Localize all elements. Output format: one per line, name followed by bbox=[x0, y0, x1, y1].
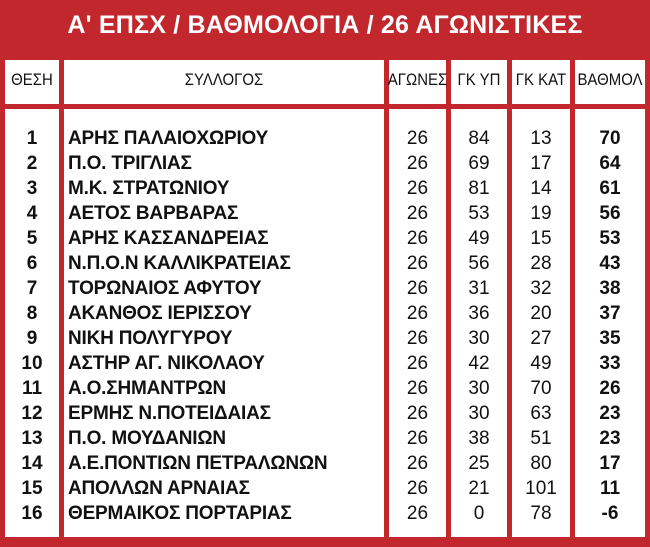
club-cell: Π.Ο. ΤΡΙΓΛΙΑΣ bbox=[68, 153, 192, 174]
header-club: ΣΥΛΛΟΓΟΣ bbox=[184, 70, 264, 89]
header-goals-for: ΓΚ ΥΠ bbox=[457, 70, 501, 89]
club-cell: Α.Ο.ΣΗΜΑΝΤΡΩΝ bbox=[68, 378, 227, 399]
points-cell: 26 bbox=[599, 378, 621, 399]
position-cell: 3 bbox=[26, 178, 38, 199]
header-goals-against: ΓΚ ΚΑΤ bbox=[515, 70, 567, 89]
goals-for-cell: 84 bbox=[468, 128, 490, 149]
club-cell: Π.Ο. ΜΟΥΔΑΝΙΩΝ bbox=[68, 428, 226, 449]
games-cell: 26 bbox=[406, 203, 429, 224]
points-cell: -6 bbox=[601, 503, 619, 524]
goals-against-cell: 28 bbox=[530, 253, 552, 274]
club-cell: ΑΡΗΣ ΚΑΣΣΑΝΔΡΕΙΑΣ bbox=[68, 228, 269, 249]
goals-for-cell: 36 bbox=[468, 303, 490, 324]
position-cell: 9 bbox=[26, 328, 38, 349]
goals-for-cell: 0 bbox=[473, 503, 485, 524]
club-cell: ΑΠΟΛΛΩΝ ΑΡΝΑΙΑΣ bbox=[68, 478, 250, 499]
goals-for-cell: 30 bbox=[468, 328, 490, 349]
games-cell: 26 bbox=[406, 453, 429, 474]
goals-for-cell: 30 bbox=[468, 403, 490, 424]
position-cell: 6 bbox=[26, 253, 38, 274]
position-cell: 8 bbox=[26, 303, 38, 324]
games-cell: 26 bbox=[406, 378, 429, 399]
goals-against-cell: 27 bbox=[530, 328, 552, 349]
position-cell: 5 bbox=[26, 228, 38, 249]
games-cell: 26 bbox=[406, 178, 429, 199]
club-cell: ΑΚΑΝΘΟΣ ΙΕΡΙΣΣΟΥ bbox=[68, 303, 252, 324]
club-cell: ΝΙΚΗ ΠΟΛΥΓΥΡΟΥ bbox=[68, 328, 233, 349]
points-cell: 43 bbox=[599, 253, 621, 274]
goals-for-cell: 30 bbox=[468, 378, 490, 399]
club-cell: Ν.Π.Ο.Ν ΚΑΛΛΙΚΡΑΤΕΙΑΣ bbox=[68, 253, 291, 274]
header-divider bbox=[0, 104, 650, 109]
club-cell: ΑΣΤΗΡ ΑΓ. ΝΙΚΟΛΑΟΥ bbox=[68, 353, 265, 374]
position-cell: 7 bbox=[26, 278, 38, 299]
goals-against-cell: 70 bbox=[530, 378, 552, 399]
games-cell: 26 bbox=[406, 503, 429, 524]
goals-for-cell: 42 bbox=[468, 353, 490, 374]
club-cell: ΘΕΡΜΑΙΚΟΣ ΠΟΡΤΑΡΙΑΣ bbox=[68, 503, 292, 524]
goals-against-cell: 51 bbox=[530, 428, 552, 449]
header-position: ΘΕΣΗ bbox=[11, 70, 53, 89]
goals-against-cell: 101 bbox=[525, 478, 557, 499]
points-cell: 64 bbox=[599, 153, 621, 174]
position-cell: 13 bbox=[21, 428, 43, 449]
games-cell: 26 bbox=[406, 228, 429, 249]
points-cell: 23 bbox=[599, 428, 621, 449]
goals-for-cell: 56 bbox=[468, 253, 490, 274]
points-cell: 56 bbox=[599, 203, 621, 224]
goals-for-cell: 53 bbox=[468, 203, 490, 224]
position-cell: 2 bbox=[26, 153, 38, 174]
goals-against-cell: 78 bbox=[530, 503, 552, 524]
table-title: Α' ΕΠΣΧ / ΒΑΘΜΟΛΟΓΙΑ / 26 ΑΓΩΝΙΣΤΙΚΕΣ bbox=[67, 10, 583, 39]
header-games: ΑΓΩΝΕΣ bbox=[387, 70, 448, 89]
club-cell: ΑΡΗΣ ΠΑΛΑΙΟΧΩΡΙΟΥ bbox=[68, 128, 269, 149]
points-cell: 33 bbox=[599, 353, 621, 374]
goals-for-cell: 81 bbox=[468, 178, 490, 199]
games-cell: 26 bbox=[406, 353, 429, 374]
goals-for-cell: 38 bbox=[468, 428, 490, 449]
points-cell: 17 bbox=[599, 453, 621, 474]
goals-against-cell: 63 bbox=[530, 403, 552, 424]
club-cell: ΕΡΜΗΣ Ν.ΠΟΤΕΙΔΑΙΑΣ bbox=[68, 403, 271, 424]
points-cell: 53 bbox=[599, 228, 621, 249]
position-cell: 1 bbox=[26, 128, 38, 149]
position-cell: 12 bbox=[21, 403, 43, 424]
goals-against-cell: 14 bbox=[530, 178, 552, 199]
goals-against-cell: 32 bbox=[530, 278, 552, 299]
games-cell: 26 bbox=[406, 153, 429, 174]
games-cell: 26 bbox=[406, 278, 429, 299]
goals-for-cell: 69 bbox=[468, 153, 490, 174]
goals-against-cell: 17 bbox=[530, 153, 552, 174]
goals-for-cell: 25 bbox=[468, 453, 490, 474]
position-cell: 4 bbox=[26, 203, 38, 224]
goals-against-cell: 13 bbox=[530, 128, 552, 149]
games-cell: 26 bbox=[406, 478, 429, 499]
club-cell: ΤΟΡΩΝΑΙΟΣ ΑΦΥΤΟΥ bbox=[68, 278, 262, 299]
club-cell: ΑΕΤΟΣ ΒΑΡΒΑΡΑΣ bbox=[68, 203, 239, 224]
position-cell: 11 bbox=[21, 378, 43, 399]
games-cell: 26 bbox=[406, 253, 429, 274]
club-cell: Μ.Κ. ΣΤΡΑΤΩΝΙΟΥ bbox=[68, 178, 230, 199]
games-cell: 26 bbox=[406, 428, 429, 449]
goals-against-cell: 20 bbox=[530, 303, 552, 324]
club-cell: Α.Ε.ΠΟΝΤΙΩΝ ΠΕΤΡΑΛΩΝΩΝ bbox=[68, 453, 328, 474]
points-cell: 61 bbox=[599, 178, 621, 199]
goals-against-cell: 19 bbox=[530, 203, 552, 224]
games-cell: 26 bbox=[406, 328, 429, 349]
position-cell: 15 bbox=[21, 478, 43, 499]
goals-against-cell: 15 bbox=[530, 228, 552, 249]
points-cell: 23 bbox=[599, 403, 621, 424]
games-cell: 26 bbox=[406, 128, 429, 149]
position-cell: 16 bbox=[21, 503, 43, 524]
goals-for-cell: 49 bbox=[468, 228, 490, 249]
goals-against-cell: 49 bbox=[530, 353, 552, 374]
points-cell: 38 bbox=[599, 278, 621, 299]
header-points: ΒΑΘΜΟΛ bbox=[577, 70, 643, 89]
goals-against-cell: 80 bbox=[530, 453, 552, 474]
points-cell: 11 bbox=[599, 478, 621, 499]
goals-for-cell: 21 bbox=[468, 478, 490, 499]
points-cell: 37 bbox=[599, 303, 621, 324]
games-cell: 26 bbox=[406, 303, 429, 324]
position-cell: 14 bbox=[21, 453, 43, 474]
position-cell: 10 bbox=[21, 353, 43, 374]
points-cell: 70 bbox=[599, 128, 621, 149]
goals-for-cell: 31 bbox=[468, 278, 490, 299]
points-cell: 35 bbox=[599, 328, 621, 349]
games-cell: 26 bbox=[406, 403, 429, 424]
